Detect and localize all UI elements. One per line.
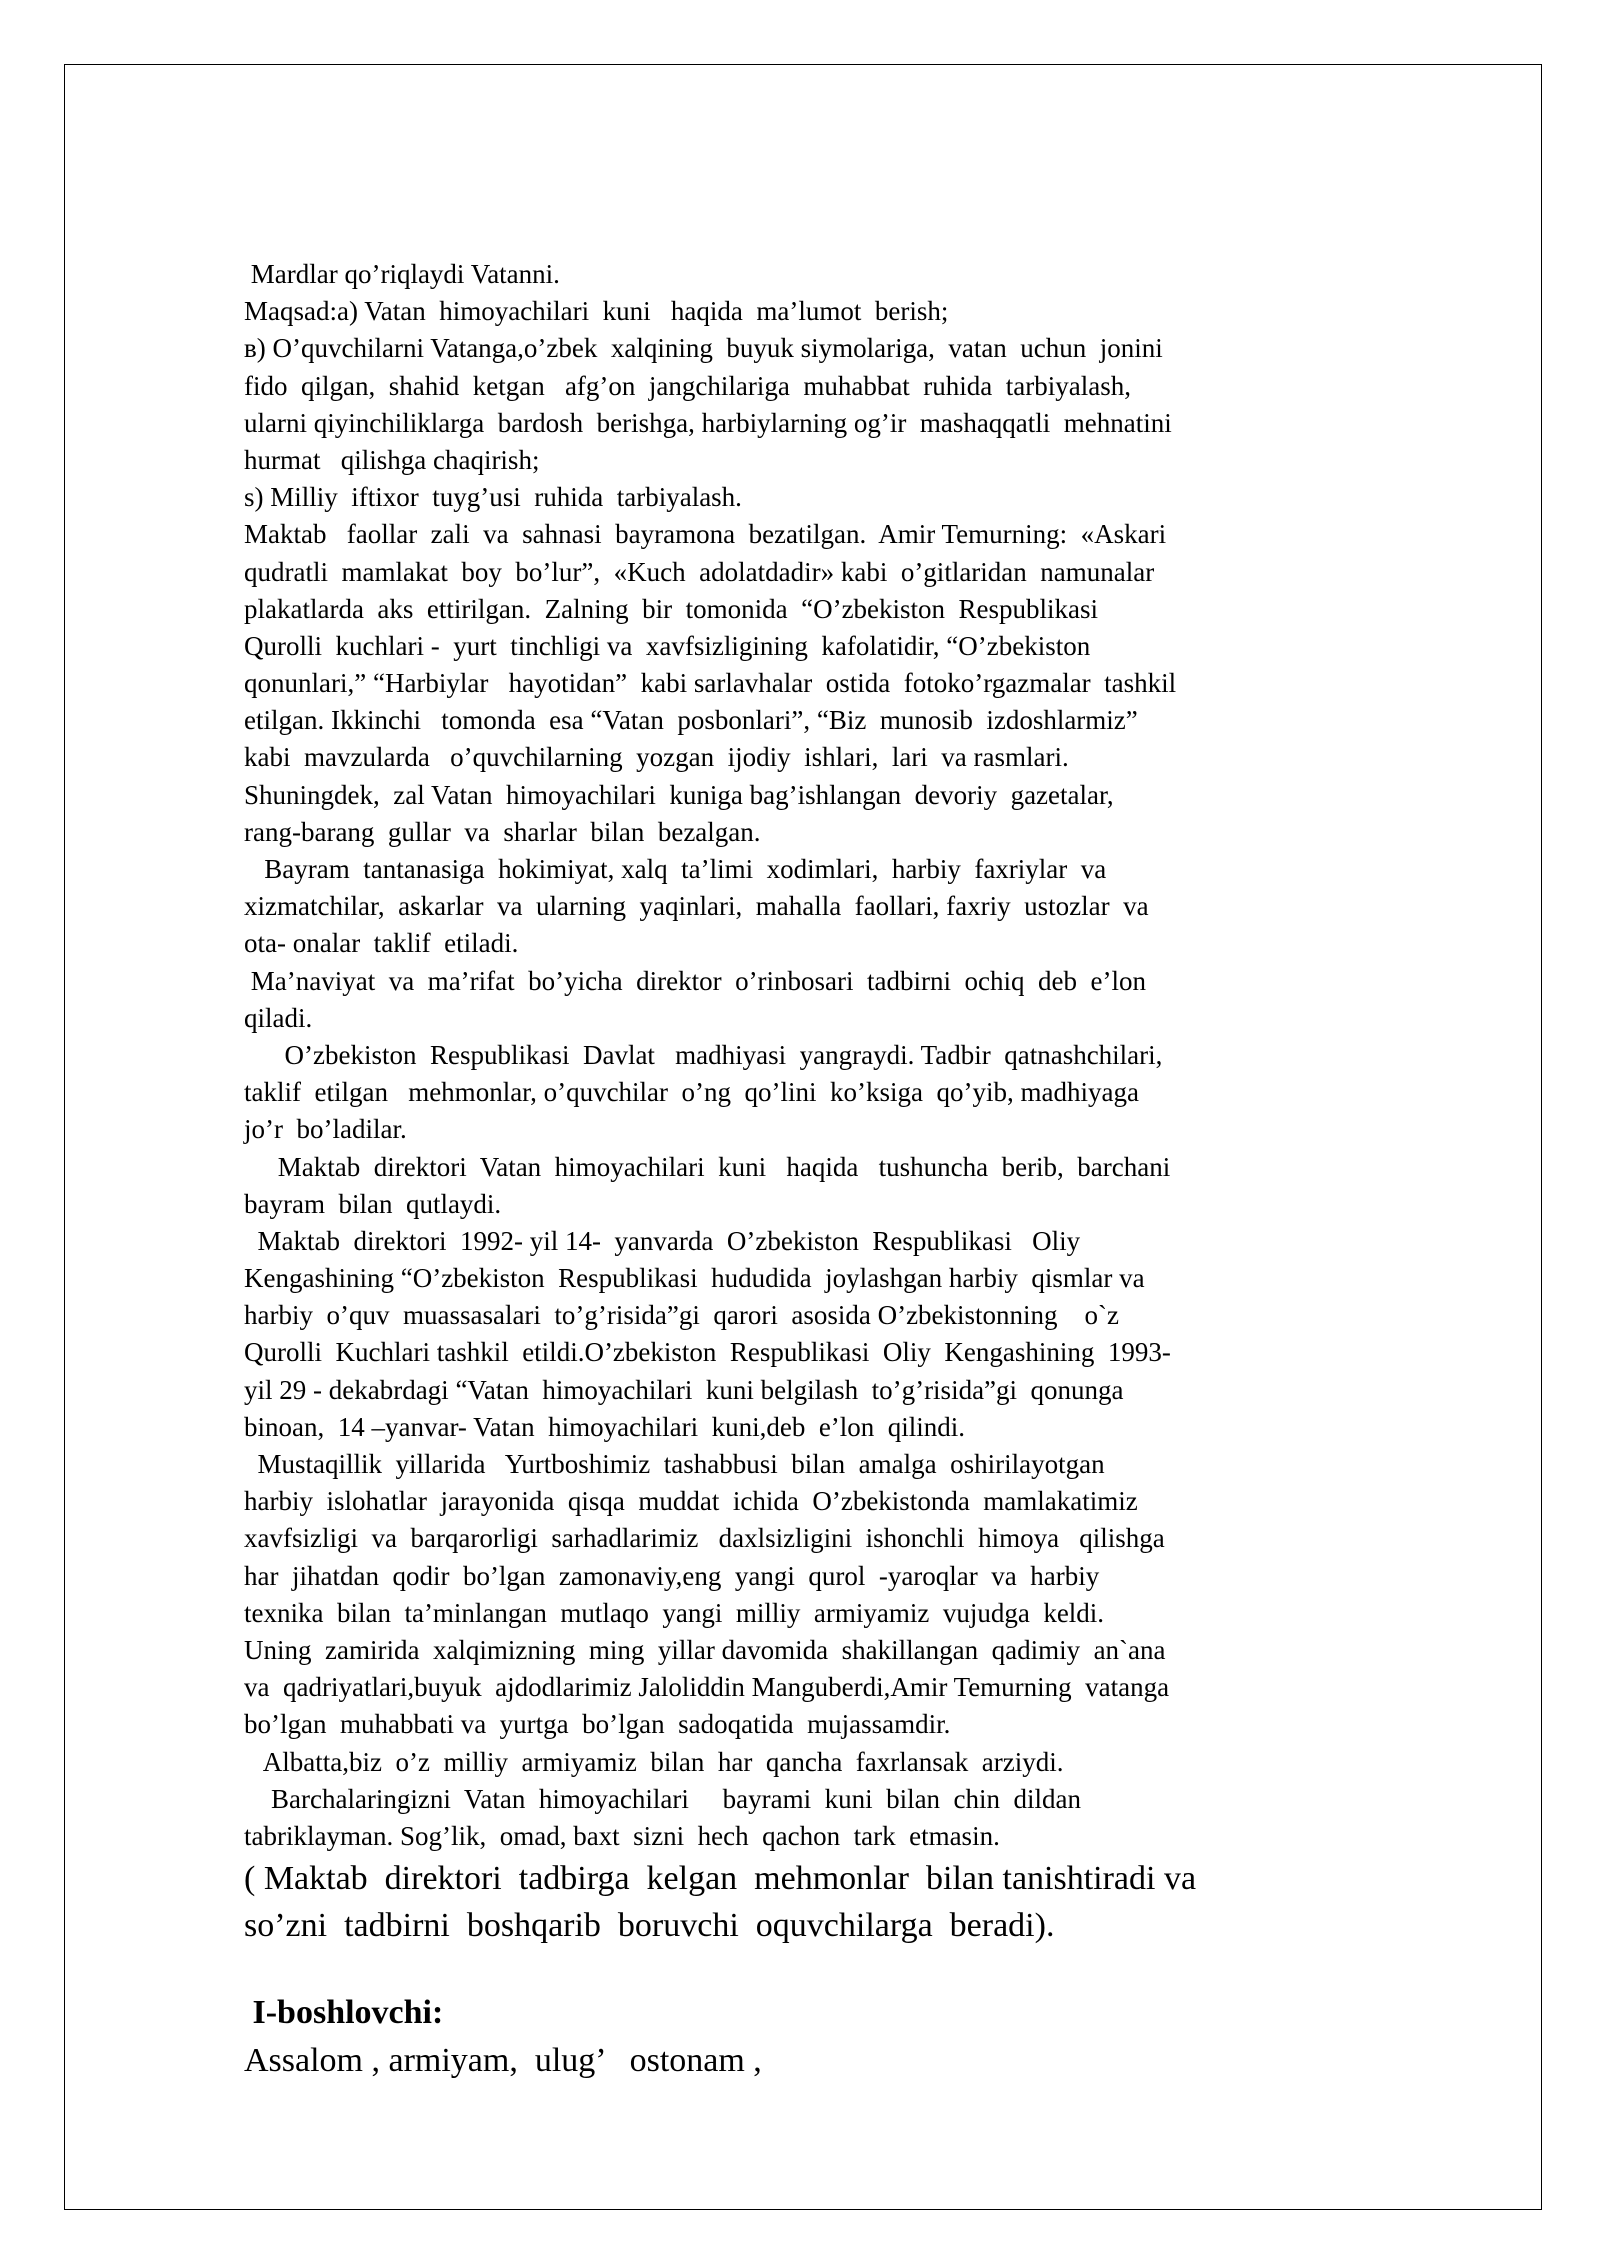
text-line: etilgan. Ikkinchi tomonda esa “Vatan posbonlari”, “Biz munosib izdoshlarmiz” [244,705,1138,736]
text-line: xavfsizligi va barqarorligi sarhadlarimiz daxlsizligini ishonchli himoya qilishga [244,1523,1165,1554]
text-line: Kengashining “O’zbekiston Respublikasi hududida joylashgan harbiy qismlar va [244,1263,1145,1294]
text-line: Mustaqillik yillarida Yurtboshimiz tashabbusi bilan amalga oshirilayotgan [244,1449,1105,1479]
text-line: в) O’quvchilarni Vatanga,o’zbek xalqining buyuk siymolariga, vatan uchun jonini [244,333,1163,364]
text-line: s) Milliy iftixor tuyg’usi ruhida tarbiyalash. [244,482,742,513]
text-line: hurmat qilishga chaqirish; [244,444,540,475]
text-line: texnika bilan ta’minlangan mutlaqo yangi milliy armiyamiz vujudga keldi. [244,1597,1105,1628]
paragraph-lines [244,256,1384,1855]
text-line: Maktab direktori 1992- yil 14- yanvarda O’zbekiston Respublikasi Oliy [244,1225,1081,1256]
text-line: Uning zamirida xalqimizning ming yillar davomida shakillangan qadimiy an`ana [244,1634,1166,1665]
text-line: Ma’naviyat va ma’rifat bo’yicha direktor o’rinbosari tadbirni ochiq deb e’lon [244,965,1146,996]
text-line: ularni qiyinchiliklarga bardosh berishga, harbiylarning og’ir mashaqqatli mehnatini [244,407,1172,438]
text-line: harbiy o’quv muassasalari to’g’risida”gi qarori asosida O’zbekistonning o`z [244,1300,1120,1331]
text-line: ota- onalar taklif etiladi. [244,928,519,959]
text-line: xizmatchilar, askarlar va ularning yaqinlari, mahalla faollari, faxriy ustozlar va [244,891,1149,922]
text-line: qudratli mamlakat boy bo’lur”, «Kuch adolatdadir» kabi o’gitlaridan namunalar [244,556,1155,587]
text-line: Barchalaringizni Vatan himoyachilari bayrami kuni bilan chin dildan [244,1783,1082,1814]
text-line: Mardlar qo’riqlaydi Vatanni. [244,259,560,289]
text-line: taklif etilgan mehmonlar, o’quvchilar o’ng qo’lini ko’ksiga qo’yib, madhiyaga [244,1077,1139,1108]
text-line: harbiy islohatlar jarayonida qisqa muddat ichida O’zbekistonda mamlakatimiz [244,1486,1138,1517]
text-line: qonunlari,” “Harbiylar hayotidan” kabi sarlavhalar ostida fotoko’rgazmalar tashkil [244,668,1177,699]
text-line: kabi mavzularda o’quvchilarning yozgan ijodiy ishlari, lari va rasmlari. [244,742,1069,773]
presenter-line: Assalom , armiyam, ulug’ ostonam , [244,2042,762,2080]
text-line: O’zbekiston Respublikasi Davlat madhiyasi yangraydi. Tadbir qatnashchilari, [244,1039,1163,1070]
text-line: bo’lgan muhabbati va yurtga bo’lgan sadoqatida mujassamdir. [244,1709,951,1740]
text-line: Qurolli kuchlari - yurt tinchligi va xavfsizligining kafolatidir, “O’zbekiston [244,630,1091,661]
text-line: Maktab faollar zali va sahnasi bayramona bezatilgan. Amir Temurning: «Askari [244,519,1167,550]
text-line: jo’r bo’ladilar. [244,1114,407,1145]
text-line: Maktab direktori Vatan himoyachilari kuni haqida tushuncha berib, barchani [244,1151,1171,1182]
text-line: plakatlarda aks ettirilgan. Zalning bir tomonida “O’zbekiston Respublikasi [244,593,1099,624]
text-line: va qadriyatlari,buyuk ajdodlarimiz Jaloliddin Manguberdi,Amir Temurning vatanga [244,1672,1170,1703]
director-remark [244,1855,1384,1949]
text-line: yil 29 - dekabrdagi “Vatan himoyachilari kuni belgilash to’g’risida”gi qonunga [244,1374,1124,1405]
text-line: Bayram tantanasiga hokimiyat, xalq ta’limi xodimlari, harbiy faxriylar va [244,854,1107,884]
text-line: rang-barang gullar va sharlar bilan bezalgan. [244,816,761,847]
spacer [244,1949,1384,1989]
document-body [244,256,1384,2085]
text-line: Maqsad:a) Vatan himoyachilari kuni haqida ma’lumot berish; [244,296,949,327]
remark-line: ( Maktab direktori tadbirga kelgan mehmonlar bilan tanishtiradi va [244,1860,1197,1898]
text-line: Albatta,biz o’z milliy armiyamiz bilan har qancha faxrlansak arziydi. [244,1746,1064,1777]
text-line: qiladi. [244,1002,313,1033]
remark-line: so’zni tadbirni boshqarib boruvchi oquvchilarga beradi). [244,1907,1055,1945]
text-line: tabriklayman. Sog’lik, omad, baxt sizni hech qachon tark etmasin. [244,1820,1000,1851]
text-line: Shuningdek, zal Vatan himoyachilari kuniga bag’ishlangan devoriy gazetalar, [244,779,1114,810]
text-line: fido qilgan, shahid ketgan afg’on jangchilariga muhabbat ruhida tarbiyalash, [244,370,1131,401]
text-line: har jihatdan qodir bo’lgan zamonaviy,eng yangi qurol -yaroqlar va harbiy [244,1560,1100,1591]
text-line: bayram bilan qutlaydi. [244,1188,502,1219]
presenter-heading: I-boshlovchi: [244,1994,444,2032]
text-line: binoan, 14 –yanvar- Vatan himoyachilari kuni,deb e’lon qilindi. [244,1411,966,1442]
text-line: Qurolli Kuchlari tashkil etildi.O’zbekiston Respublikasi Oliy Kengashining 1993- [244,1337,1171,1368]
